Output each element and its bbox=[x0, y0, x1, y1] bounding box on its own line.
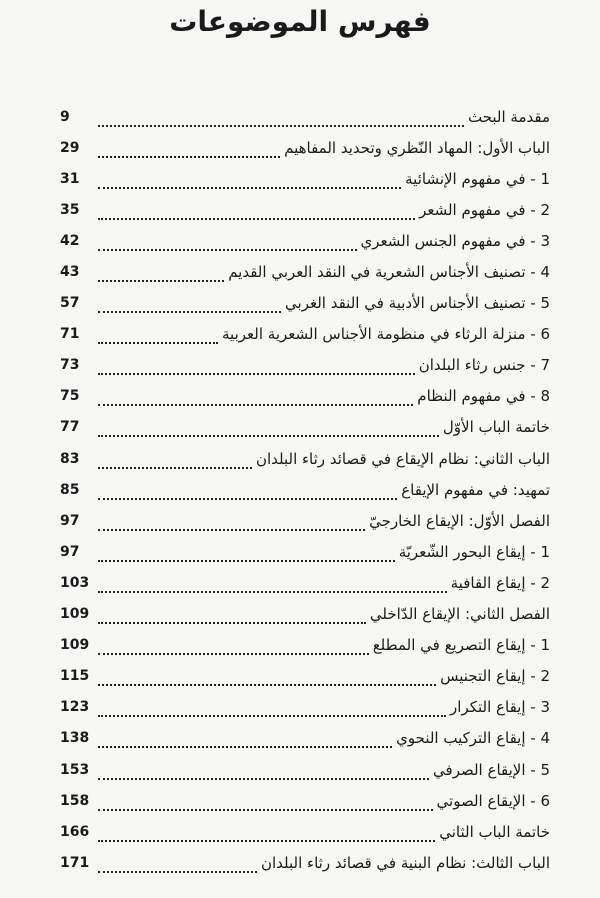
toc-entry-page-number: 31 bbox=[60, 170, 80, 187]
dot-leader bbox=[98, 795, 433, 811]
toc-entry bbox=[60, 288, 550, 319]
toc-entry bbox=[60, 816, 550, 847]
toc-entry-title: 1 - إيقاع التصريع في المطلع bbox=[372, 636, 550, 655]
toc-entry-page-number: 103 bbox=[60, 574, 90, 591]
toc-entry-title: خاتمة الباب الأوّل bbox=[442, 418, 550, 437]
toc-entry-title: 2 - إيقاع التجنيس bbox=[440, 667, 550, 686]
toc-entry bbox=[60, 723, 550, 754]
toc-entry-page-number: 109 bbox=[60, 637, 90, 654]
toc-entry bbox=[60, 101, 550, 132]
dot-leader bbox=[98, 577, 447, 593]
dot-leader bbox=[98, 421, 439, 437]
dot-leader bbox=[98, 173, 401, 189]
toc-entry bbox=[60, 754, 550, 785]
toc-entry-page-number: 29 bbox=[60, 139, 80, 156]
toc-entry bbox=[60, 412, 550, 443]
toc-entry-title: 2 - إيقاع القافية bbox=[450, 573, 550, 592]
toc-entry-page-number: 43 bbox=[60, 264, 80, 281]
toc-entry-title: الباب الثالث: نظام البنية في قصائد رثاء البلدان bbox=[260, 853, 550, 872]
toc-entry-title: 6 - الإيقاع الصوتي bbox=[436, 791, 550, 810]
toc-entry bbox=[60, 225, 550, 256]
toc-entry bbox=[60, 132, 550, 163]
toc-entry bbox=[60, 505, 550, 536]
toc-entry-page-number: 85 bbox=[60, 481, 80, 498]
toc-entry-page-number: 35 bbox=[60, 201, 80, 218]
toc-entry-page-number: 123 bbox=[60, 699, 90, 716]
toc-entry-page-number: 71 bbox=[60, 326, 80, 343]
toc-entry-page-number: 97 bbox=[60, 512, 80, 529]
dot-leader bbox=[98, 111, 464, 127]
dot-leader bbox=[98, 701, 446, 717]
dot-leader bbox=[98, 857, 257, 873]
toc-entry bbox=[60, 630, 550, 661]
dot-leader bbox=[98, 235, 357, 251]
table-of-contents bbox=[60, 101, 550, 878]
dot-leader bbox=[98, 266, 224, 282]
toc-entry bbox=[60, 536, 550, 567]
dot-leader bbox=[98, 670, 436, 686]
toc-entry-title: تمهيد: في مفهوم الإيقاع bbox=[401, 480, 550, 499]
toc-entry-title: 3 - في مفهوم الجنس الشعري bbox=[360, 231, 550, 250]
page-title: فهرس الموضوعات bbox=[169, 5, 431, 38]
toc-entry-title: مقدمة البحث bbox=[467, 107, 550, 126]
toc-entry-page-number: 73 bbox=[60, 357, 80, 374]
toc-entry-title: 7 - جنس رثاء البلدان bbox=[418, 356, 550, 375]
toc-entry bbox=[60, 785, 550, 816]
toc-entry-title: 5 - الإيقاع الصرفي bbox=[433, 760, 550, 779]
dot-leader bbox=[98, 546, 395, 562]
toc-entry bbox=[60, 847, 550, 878]
toc-entry-title: الفصل الثاني: الإيقاع الدّاخلي bbox=[369, 605, 550, 624]
dot-leader bbox=[98, 826, 435, 842]
toc-entry-page-number: 83 bbox=[60, 450, 80, 467]
toc-entry-title: الباب الثاني: نظام الإيقاع في قصائد رثاء البلدان bbox=[255, 449, 550, 468]
toc-entry-page-number: 115 bbox=[60, 668, 90, 685]
toc-entry bbox=[60, 443, 550, 474]
toc-entry-page-number: 153 bbox=[60, 761, 90, 778]
dot-leader bbox=[98, 142, 280, 158]
toc-entry bbox=[60, 474, 550, 505]
toc-entry-title: 1 - إيقاع البحور الشّعريّة bbox=[398, 542, 550, 561]
toc-entry-title: 4 - إيقاع التركيب النحوي bbox=[396, 729, 550, 748]
toc-entry-title: خاتمة الباب الثاني bbox=[439, 822, 550, 841]
toc-entry-title: 6 - منزلة الرثاء في منظومة الأجناس الشعرية العربية bbox=[222, 325, 550, 344]
toc-entry bbox=[60, 194, 550, 225]
toc-entry bbox=[60, 661, 550, 692]
toc-entry-page-number: 158 bbox=[60, 792, 90, 809]
dot-leader bbox=[98, 764, 429, 780]
toc-entry-title: 4 - تصنيف الأجناس الشعرية في النقد العربي القديم bbox=[228, 263, 550, 282]
dot-leader bbox=[98, 359, 415, 375]
toc-entry bbox=[60, 692, 550, 723]
toc-entry-page-number: 42 bbox=[60, 232, 80, 249]
dot-leader bbox=[98, 732, 392, 748]
toc-entry-page-number: 75 bbox=[60, 388, 80, 405]
dot-leader bbox=[98, 639, 369, 655]
toc-entry-page-number: 77 bbox=[60, 419, 80, 436]
toc-entry-title: 2 - في مفهوم الشعر bbox=[419, 200, 550, 219]
dot-leader bbox=[98, 328, 218, 344]
dot-leader bbox=[98, 484, 397, 500]
toc-entry-title: الفصل الأوّل: الإيقاع الخارجيّ bbox=[369, 511, 550, 530]
dot-leader bbox=[98, 515, 365, 531]
toc-entry-title: 5 - تصنيف الأجناس الأدبية في النقد الغربي bbox=[285, 294, 550, 313]
toc-entry bbox=[60, 163, 550, 194]
dot-leader bbox=[98, 608, 366, 624]
dot-leader bbox=[98, 390, 413, 406]
toc-entry-title: الباب الأول: المهاد النّظري وتحديد المفاهيم bbox=[284, 138, 550, 157]
toc-entry bbox=[60, 319, 550, 350]
dot-leader bbox=[98, 297, 281, 313]
dot-leader bbox=[98, 453, 252, 469]
toc-entry-page-number: 97 bbox=[60, 543, 80, 560]
toc-entry-page-number: 9 bbox=[60, 108, 70, 125]
toc-entry bbox=[60, 381, 550, 412]
toc-entry-page-number: 166 bbox=[60, 823, 90, 840]
toc-entry-title: 1 - في مفهوم الإنشائية bbox=[405, 169, 550, 188]
toc-entry bbox=[60, 256, 550, 287]
toc-entry bbox=[60, 567, 550, 598]
toc-entry-page-number: 109 bbox=[60, 606, 90, 623]
toc-entry-page-number: 57 bbox=[60, 295, 80, 312]
toc-entry bbox=[60, 350, 550, 381]
toc-entry bbox=[60, 599, 550, 630]
toc-entry-page-number: 171 bbox=[60, 854, 90, 871]
toc-entry-title: 8 - في مفهوم النظام bbox=[417, 387, 550, 406]
dot-leader bbox=[98, 204, 415, 220]
toc-entry-page-number: 138 bbox=[60, 730, 90, 747]
toc-entry-title: 3 - إيقاع التكرار bbox=[450, 698, 550, 717]
